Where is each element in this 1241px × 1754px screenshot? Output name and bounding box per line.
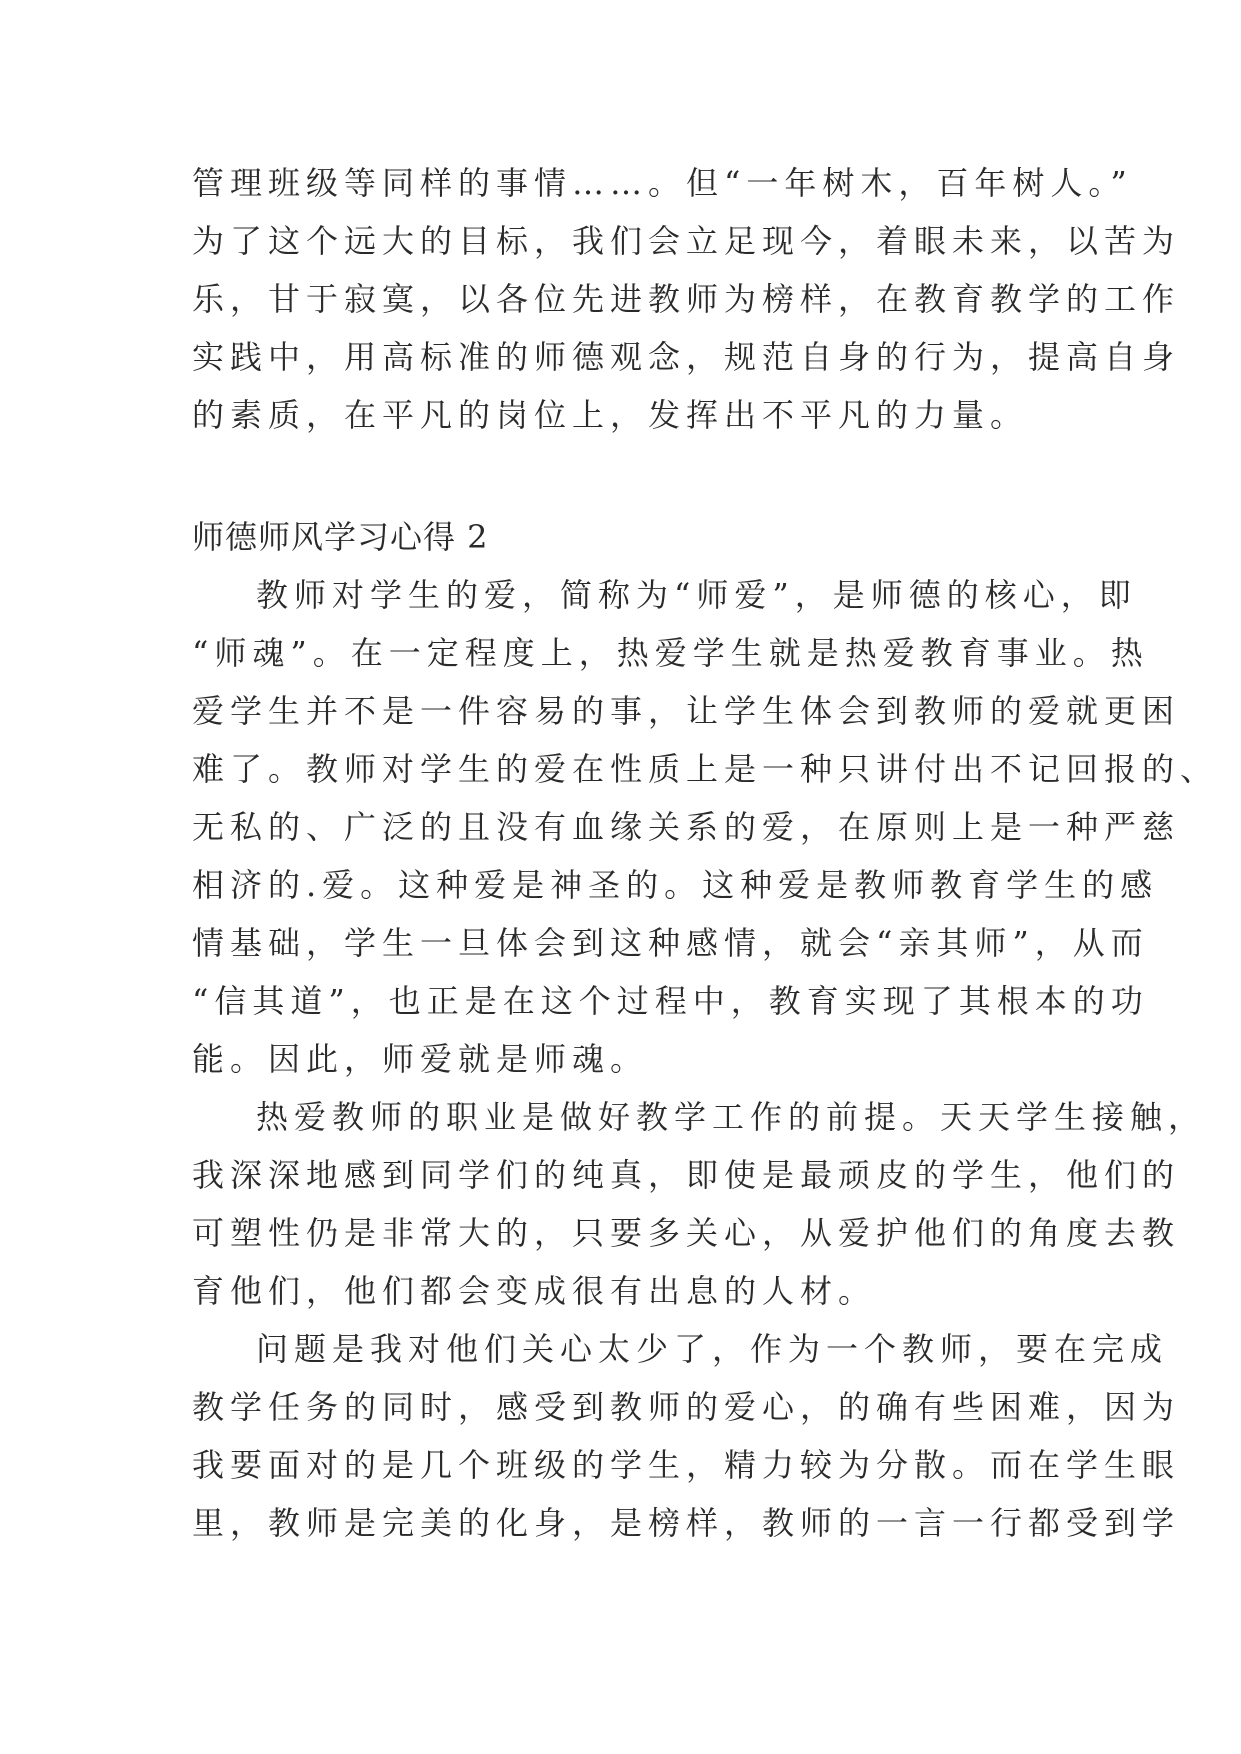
text-line: 相济的.爱。这种爱是神圣的。这种爱是教师教育学生的感 bbox=[192, 866, 1159, 904]
section-title: 师德师风学习心得 2 bbox=[192, 518, 489, 556]
text-line: “信其道”，也正是在这个过程中，教育实现了其根本的功 bbox=[192, 982, 1149, 1020]
text-line: 可塑性仍是非常大的，只要多关心，从爱护他们的角度去教 bbox=[192, 1214, 1181, 1252]
text-line: 管理班级等同样的事情……。但“一年树木，百年树人。” bbox=[192, 164, 1133, 202]
text-line: 难了。教师对学生的爱在性质上是一种只讲付出不记回报的、 bbox=[192, 750, 1219, 788]
text-line: 教学任务的同时，感受到教师的爱心，的确有些困难，因为 bbox=[192, 1388, 1181, 1426]
text-line: 教师对学生的爱，简称为“师爱”，是师德的核心，即 bbox=[256, 576, 1137, 614]
text-line: 育他们，他们都会变成很有出息的人材。 bbox=[192, 1272, 877, 1310]
text-line: 的素质，在平凡的岗位上，发挥出不平凡的力量。 bbox=[192, 396, 1029, 434]
text-line: 爱学生并不是一件容易的事，让学生体会到教师的爱就更困 bbox=[192, 692, 1181, 730]
text-line: 实践中，用高标准的师德观念，规范自身的行为，提高自身 bbox=[192, 338, 1181, 376]
text-line: 能。因此，师爱就是师魂。 bbox=[192, 1040, 649, 1078]
text-line: 为了这个远大的目标，我们会立足现今，着眼未来，以苦为 bbox=[192, 222, 1181, 260]
text-line: 问题是我对他们关心太少了，作为一个教师，要在完成 bbox=[256, 1330, 1169, 1368]
text-line: 我要面对的是几个班级的学生，精力较为分散。而在学生眼 bbox=[192, 1446, 1181, 1484]
text-line: 我深深地感到同学们的纯真，即使是最顽皮的学生，他们的 bbox=[192, 1156, 1181, 1194]
text-line: 无私的、广泛的且没有血缘关系的爱，在原则上是一种严慈 bbox=[192, 808, 1181, 846]
text-line: “师魂”。在一定程度上，热爱学生就是热爱教育事业。热 bbox=[192, 634, 1149, 672]
text-line: 乐，甘于寂寞，以各位先进教师为榜样，在教育教学的工作 bbox=[192, 280, 1181, 318]
text-line: 情基础，学生一旦体会到这种感情，就会“亲其师”，从而 bbox=[192, 924, 1149, 962]
text-line: 热爱教师的职业是做好教学工作的前提。天天学生接触， bbox=[256, 1098, 1207, 1136]
text-line: 里，教师是完美的化身，是榜样，教师的一言一行都受到学 bbox=[192, 1504, 1181, 1542]
